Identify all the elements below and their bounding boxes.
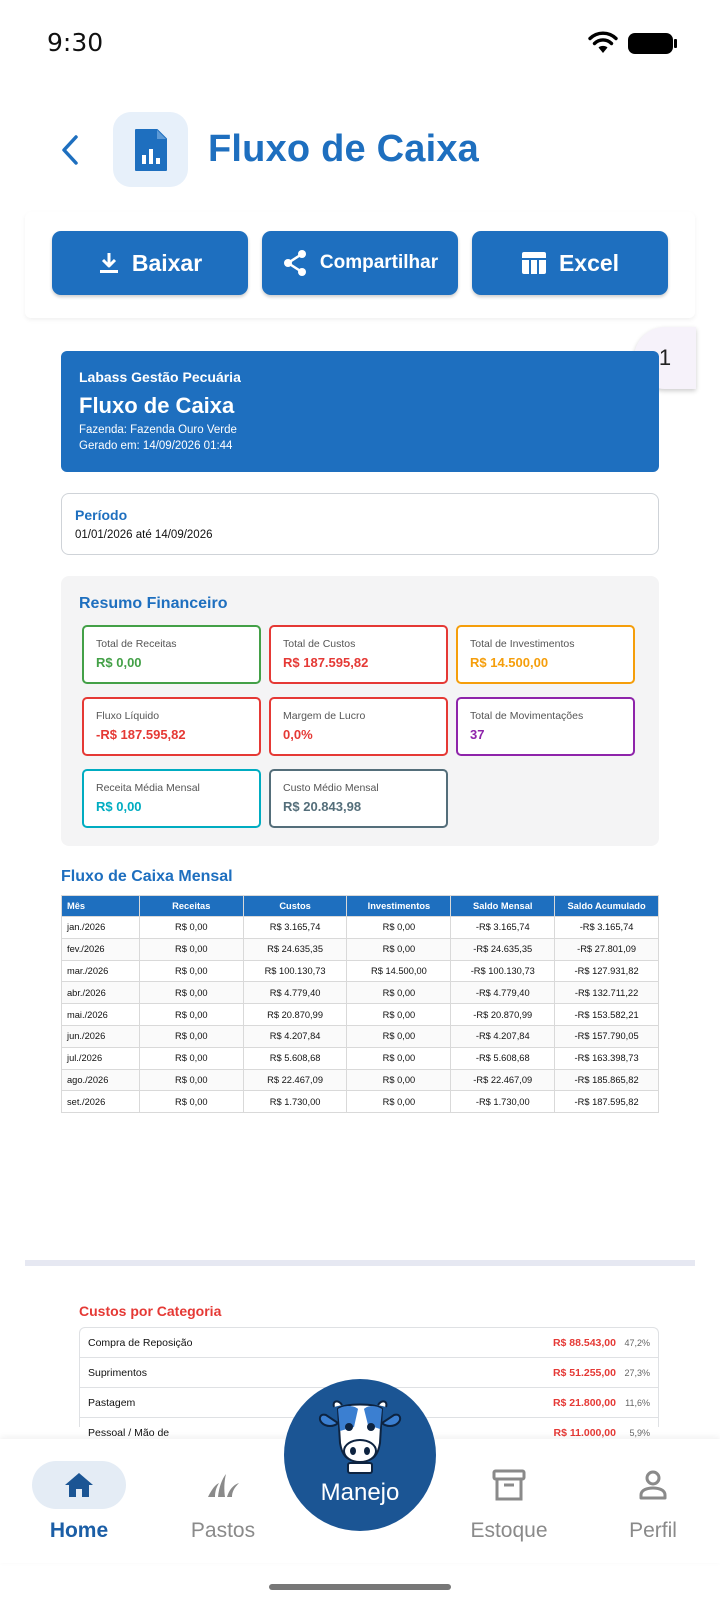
download-button-label: Baixar [131, 249, 203, 276]
table-cell: R$ 0,00 [139, 1091, 243, 1113]
metric-card [456, 625, 635, 684]
table-cell: R$ 20.870,99 [243, 1004, 347, 1026]
metric-label: Total de Custos [283, 638, 356, 650]
metric-value: 0,0% [283, 727, 313, 742]
grass-icon-wrap [176, 1461, 270, 1509]
table-cell: R$ 0,00 [347, 1025, 451, 1047]
table-cell: R$ 5.608,68 [243, 1047, 347, 1069]
table-cell: jan./2026 [62, 917, 140, 939]
table-cell: R$ 0,00 [139, 960, 243, 982]
table-cell: -R$ 153.582,21 [555, 1004, 659, 1026]
table-cell: R$ 3.165,74 [243, 917, 347, 939]
share-icon [282, 249, 308, 277]
column-header: Mês [62, 896, 140, 917]
table-cell: R$ 0,00 [347, 938, 451, 960]
table-cell: -R$ 157.790,05 [555, 1025, 659, 1047]
column-header: Custos [243, 896, 347, 917]
table-cell: jul./2026 [62, 1047, 140, 1069]
period-label: Período [75, 507, 128, 523]
metric-value: R$ 20.843,98 [283, 799, 362, 814]
back-arrow-icon [59, 134, 81, 166]
table-cell: fev./2026 [62, 938, 140, 960]
wifi-icon [588, 32, 618, 54]
table-row [62, 1004, 659, 1026]
metric-card [82, 625, 261, 684]
table-cell: R$ 22.467,09 [243, 1069, 347, 1091]
nav-item-estoque[interactable] [449, 1439, 569, 1563]
battery-icon [628, 33, 673, 54]
metric-card [82, 769, 261, 828]
table-cell: -R$ 1.730,00 [451, 1091, 555, 1113]
table-icon [521, 251, 547, 275]
page-title: Fluxo de Caixa [208, 128, 479, 170]
table-cell: -R$ 132.711,22 [555, 982, 659, 1004]
metric-value: R$ 0,00 [96, 655, 142, 670]
category-name: Pastagem [88, 1396, 136, 1409]
table-cell: abr./2026 [62, 982, 140, 1004]
metric-card [456, 697, 635, 756]
metric-value: R$ 187.595,82 [283, 655, 369, 670]
table-cell: R$ 4.207,84 [243, 1025, 347, 1047]
table-cell: -R$ 3.165,74 [451, 917, 555, 939]
table-cell: R$ 0,00 [347, 1047, 451, 1069]
category-value: R$ 11.000,00 [553, 1426, 616, 1439]
column-header: Saldo Acumulado [555, 896, 659, 917]
table-row [62, 938, 659, 960]
metric-value: R$ 0,00 [96, 799, 142, 814]
category-name: Pessoal / Mão de [88, 1426, 170, 1439]
table-row [62, 960, 659, 982]
table-cell: R$ 0,00 [139, 1069, 243, 1091]
table-cell: R$ 0,00 [139, 938, 243, 960]
table-cell: R$ 0,00 [347, 1091, 451, 1113]
metric-label: Total de Movimentações [470, 710, 584, 722]
monthly-cashflow-table [61, 895, 659, 1113]
manejo-label: Manejo [320, 1479, 400, 1506]
table-cell: R$ 0,00 [139, 1025, 243, 1047]
monthly-table-title: Fluxo de Caixa Mensal [61, 868, 233, 885]
excel-button-label: Excel [558, 249, 620, 276]
table-cell: R$ 0,00 [347, 982, 451, 1004]
cow-icon [318, 1397, 402, 1477]
table-cell: R$ 1.730,00 [243, 1091, 347, 1113]
metric-value: -R$ 187.595,82 [96, 727, 186, 742]
table-row [62, 917, 659, 939]
table-cell: -R$ 3.165,74 [555, 917, 659, 939]
category-percent: 27,3% [624, 1367, 650, 1378]
summary-title: Resumo Financeiro [79, 595, 228, 612]
table-cell: -R$ 127.931,82 [555, 960, 659, 982]
table-row [62, 1091, 659, 1113]
table-cell: R$ 0,00 [347, 1069, 451, 1091]
category-value: R$ 51.255,00 [552, 1366, 616, 1379]
status-time: 9:30 [47, 28, 104, 57]
home-icon [63, 1471, 95, 1499]
table-cell: R$ 0,00 [139, 1004, 243, 1026]
excel-button[interactable] [472, 231, 668, 295]
metric-card [82, 697, 261, 756]
table-cell: -R$ 5.608,68 [451, 1047, 555, 1069]
grass-icon [205, 1471, 241, 1499]
category-name: Compra de Reposição [88, 1336, 193, 1349]
table-cell: ago./2026 [62, 1069, 140, 1091]
manejo-fab-button[interactable] [284, 1379, 436, 1531]
table-cell: -R$ 27.801,09 [555, 938, 659, 960]
person-icon [637, 1469, 669, 1501]
table-cell: -R$ 4.207,84 [451, 1025, 555, 1047]
table-cell: -R$ 22.467,09 [451, 1069, 555, 1091]
metric-label: Custo Médio Mensal [283, 782, 379, 794]
page-divider [25, 1260, 695, 1266]
export-actions [25, 212, 695, 318]
status-bar [0, 0, 720, 88]
nav-item-pastos[interactable] [163, 1439, 283, 1563]
table-row [62, 1069, 659, 1091]
column-header: Receitas [139, 896, 243, 917]
category-percent: 11,6% [625, 1397, 650, 1408]
page-number-badge: 1 [634, 327, 696, 389]
nav-label-pastos: Pastos [190, 1519, 256, 1542]
home-indicator [269, 1584, 451, 1590]
category-value: R$ 88.543,00 [552, 1336, 616, 1349]
nav-item-home[interactable] [19, 1439, 139, 1563]
metric-label: Margem de Lucro [283, 710, 366, 722]
nav-label-home: Home [49, 1519, 109, 1542]
table-cell: -R$ 163.398,73 [555, 1047, 659, 1069]
report-icon-box [113, 112, 188, 187]
table-cell: R$ 100.130,73 [243, 960, 347, 982]
category-name: Suprimentos [88, 1366, 147, 1379]
list-item [80, 1328, 658, 1358]
period-card [61, 493, 659, 555]
metric-label: Total de Receitas [96, 638, 177, 650]
person-icon-wrap [606, 1461, 700, 1509]
table-cell: -R$ 187.595,82 [555, 1091, 659, 1113]
category-percent: 47,2% [624, 1337, 650, 1348]
share-button[interactable] [262, 231, 458, 295]
report-header [61, 351, 659, 472]
report-title: Fluxo de Caixa [79, 393, 235, 418]
table-cell: jun./2026 [62, 1025, 140, 1047]
table-cell: -R$ 4.779,40 [451, 982, 555, 1004]
table-cell: R$ 24.635,35 [243, 938, 347, 960]
table-cell: mai./2026 [62, 1004, 140, 1026]
download-icon [98, 251, 120, 275]
nav-label-estoque: Estoque [470, 1519, 548, 1542]
table-cell: -R$ 24.635,35 [451, 938, 555, 960]
report-company: Labass Gestão Pecuária [79, 369, 241, 385]
table-row [62, 982, 659, 1004]
nav-item-perfil[interactable] [593, 1439, 713, 1563]
table-cell: R$ 0,00 [347, 917, 451, 939]
metric-label: Receita Média Mensal [96, 782, 200, 794]
table-cell: R$ 0,00 [139, 1047, 243, 1069]
archive-box-icon [492, 1468, 526, 1502]
download-button[interactable] [52, 231, 248, 295]
metric-card [269, 769, 448, 828]
table-cell: set./2026 [62, 1091, 140, 1113]
metric-label: Total de Investimentos [470, 638, 575, 650]
period-value: 01/01/2026 até 14/09/2026 [75, 529, 213, 541]
table-cell: -R$ 20.870,99 [451, 1004, 555, 1026]
nav-label-perfil: Perfil [629, 1519, 677, 1542]
table-cell: mar./2026 [62, 960, 140, 982]
table-cell: R$ 0,00 [347, 1004, 451, 1026]
archive-icon-wrap [462, 1461, 556, 1509]
column-header: Investimentos [347, 896, 451, 917]
report-farm: Fazenda: Fazenda Ouro Verde [79, 424, 237, 436]
table-cell: -R$ 100.130,73 [451, 960, 555, 982]
costs-category-title: Custos por Categoria [79, 1303, 222, 1319]
financial-summary [61, 576, 659, 846]
metric-value: R$ 14.500,00 [470, 655, 549, 670]
metric-label: Fluxo Líquido [96, 710, 160, 722]
table-cell: R$ 0,00 [139, 982, 243, 1004]
table-cell: R$ 14.500,00 [347, 960, 451, 982]
table-row [62, 1047, 659, 1069]
table-cell: R$ 4.779,40 [243, 982, 347, 1004]
table-header-row [62, 896, 659, 917]
metric-card [269, 697, 448, 756]
table-row [62, 1025, 659, 1047]
report-generated: Gerado em: 14/09/2026 01:44 [79, 439, 233, 452]
column-header: Saldo Mensal [451, 896, 555, 917]
category-percent: 5,9% [629, 1427, 650, 1438]
category-value: R$ 21.800,00 [552, 1396, 616, 1409]
metric-value: 37 [470, 727, 485, 742]
share-button-label: Compartilhar [319, 252, 439, 273]
metric-card [269, 625, 448, 684]
back-button[interactable] [52, 132, 88, 168]
table-cell: R$ 0,00 [139, 917, 243, 939]
app-header [0, 112, 720, 190]
table-cell: -R$ 185.865,82 [555, 1069, 659, 1091]
home-icon-pill [32, 1461, 126, 1509]
report-document-icon [133, 127, 169, 173]
